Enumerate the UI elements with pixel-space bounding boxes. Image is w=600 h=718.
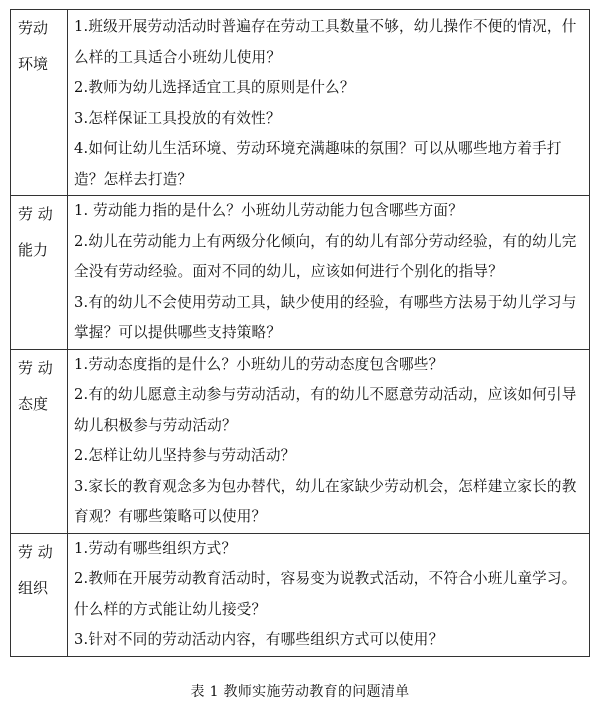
question-item: 3.家长的教育观念多为包办替代，幼儿在家缺少劳动机会，怎样建立家长的教育观？有哪些策略可以使用？	[74, 477, 577, 525]
question-item: 3.怎样保证工具投放的有效性？	[74, 109, 281, 127]
question-item: 2.幼儿在劳动能力上有两级分化倾向，有的幼儿有部分劳动经验，有的幼儿完全没有劳动经验。面对不同的幼儿，应该如何进行个别化的指导？	[74, 232, 577, 280]
category-label-line: 劳 动	[18, 205, 53, 223]
question-item: 1.班级开展劳动活动时普遍存在劳动工具数量不够，幼儿操作不便的情况，什么样的工具适合小班幼儿使用？	[74, 18, 577, 66]
category-label-line: 环境	[18, 55, 49, 73]
category-cell	[11, 10, 68, 196]
category-label-line: 态度	[18, 394, 49, 413]
question-item: 1.劳动有哪些组织方式？	[74, 539, 237, 557]
category-label-line: 劳 动	[18, 358, 53, 377]
category-label-line: 能力	[18, 241, 49, 259]
question-item: 1. 劳动能力指的是什么？小班幼儿劳动能力包含哪些方面？	[74, 202, 464, 219]
question-item: 2.教师为幼儿选择适宜工具的原则是什么？	[74, 79, 355, 96]
category-label-line: 组织	[18, 578, 49, 597]
questions-cell	[68, 196, 590, 350]
category-label-line: 劳动	[18, 19, 49, 37]
table-row-organization	[11, 533, 590, 656]
question-item: 3.针对不同的劳动活动内容，有哪些组织方式可以使用？	[74, 631, 444, 648]
table-row-attitude	[11, 349, 590, 533]
category-cell	[11, 196, 68, 350]
questions-cell	[68, 349, 590, 533]
question-item: 2.有的幼儿愿意主动参与劳动活动，有的幼儿不愿意劳动活动，应该如何引导幼儿积极参与劳动活动？	[74, 386, 577, 434]
table-row-environment	[11, 10, 590, 196]
table-caption: 表 1 教师实施劳动教育的问题清单	[190, 684, 410, 700]
question-item: 3.有的幼儿不会使用劳动工具，缺少使用的经验，有哪些方法易于幼儿学习与掌握？可以提供哪些支持策略？	[74, 293, 577, 341]
question-item: 4.如何让幼儿生活环境、劳动环境充满趣味的氛围？可以从哪些地方着手打造？怎样去打造？	[74, 140, 562, 188]
category-cell	[11, 349, 68, 533]
question-item: 1.劳动态度指的是什么？小班幼儿的劳动态度包含哪些？	[74, 355, 444, 373]
question-item: 2.怎样让幼儿坚持参与劳动活动？	[74, 447, 296, 464]
questions-cell	[68, 10, 590, 196]
questions-cell	[68, 533, 590, 656]
category-label-line: 劳 动	[18, 542, 53, 561]
category-cell	[11, 533, 68, 656]
question-list-table	[10, 9, 590, 657]
question-item: 2.教师在开展劳动教育活动时，容易变为说教式活动，不符合小班儿童学习。什么样的方式能让幼儿接受？	[74, 570, 577, 618]
table-row-ability	[11, 196, 590, 350]
